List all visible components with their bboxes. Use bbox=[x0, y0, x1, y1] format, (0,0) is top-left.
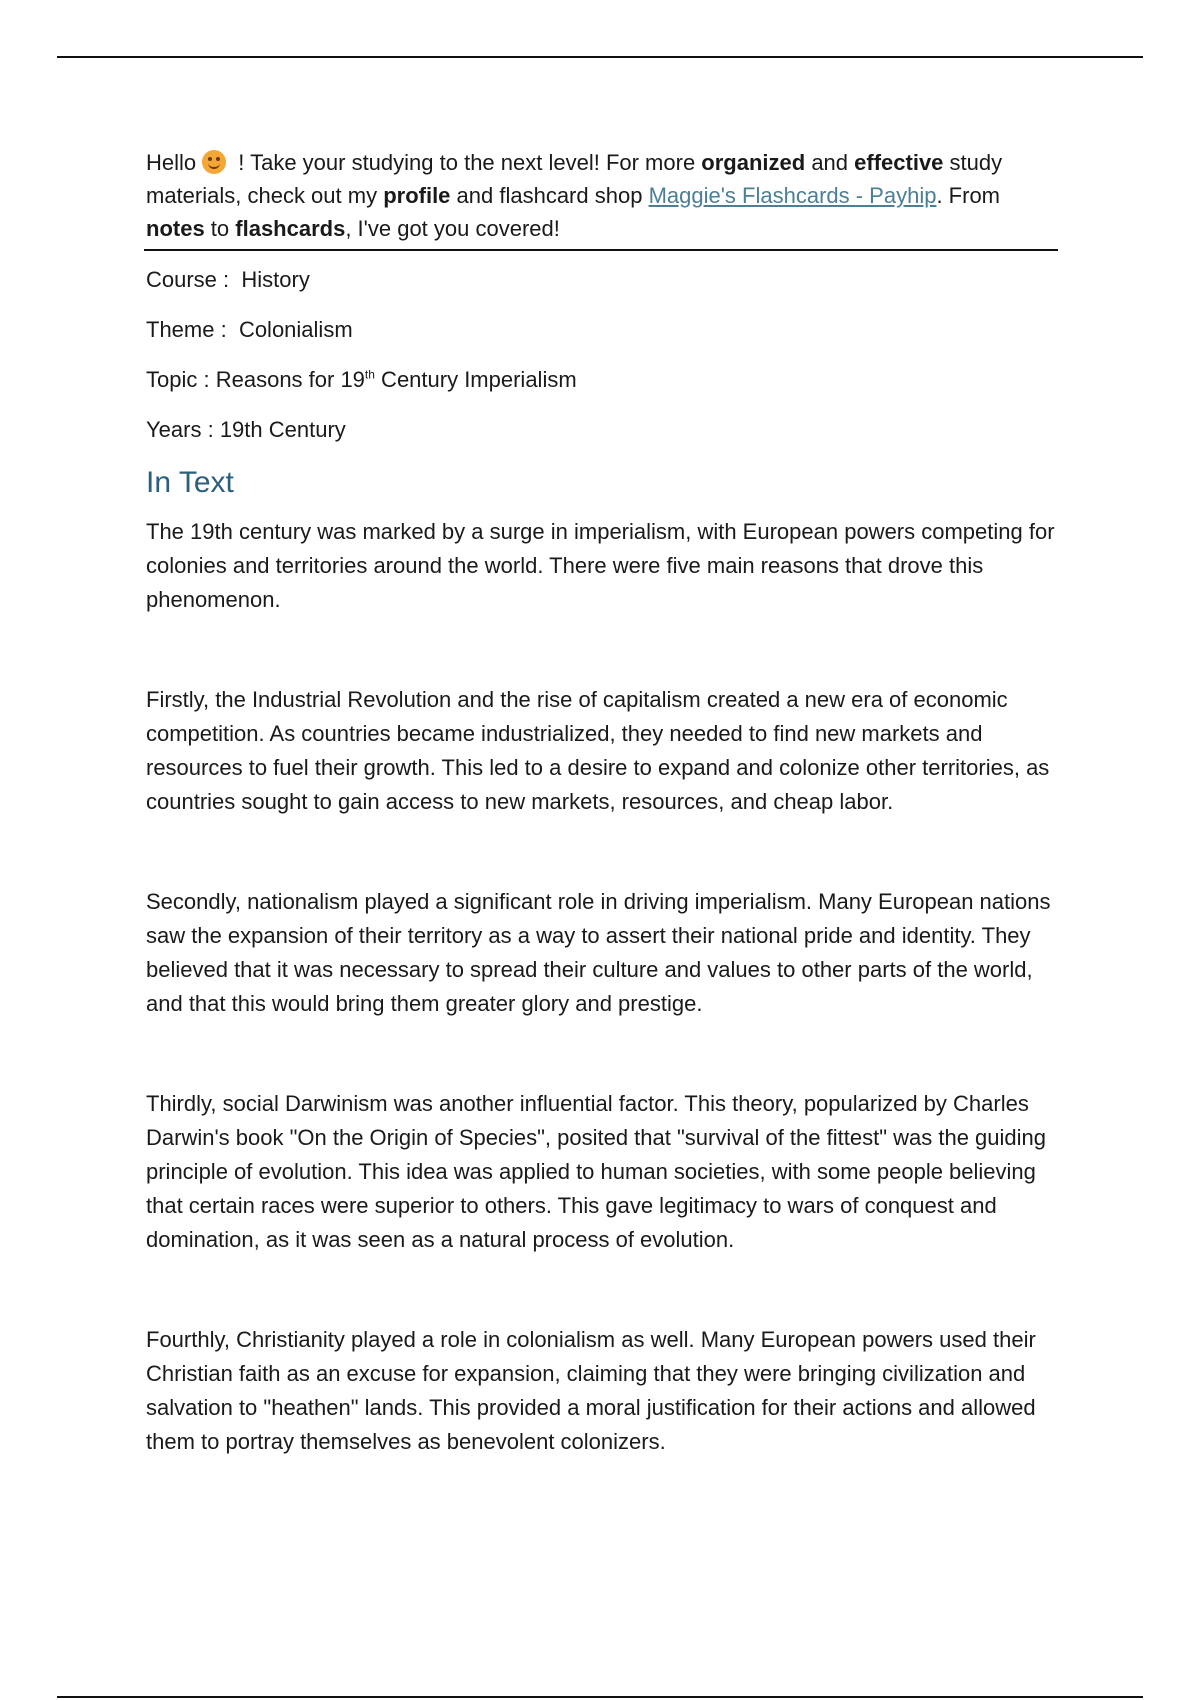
page-top-rule bbox=[57, 56, 1143, 58]
intro-bold-notes: notes bbox=[146, 216, 205, 241]
flashcard-shop-link[interactable]: Maggie's Flashcards - Payhip bbox=[648, 183, 937, 208]
intro-bold-effective: effective bbox=[854, 150, 944, 175]
years-line bbox=[146, 415, 1058, 445]
topic-line bbox=[146, 365, 1058, 395]
intro-text: . From bbox=[936, 183, 1001, 208]
section-heading: In Text bbox=[146, 466, 234, 499]
intro-text: , I've got you covered! bbox=[345, 216, 560, 241]
intro-bold-organized: organized bbox=[701, 150, 806, 175]
theme-label: Theme : bbox=[146, 317, 227, 342]
page-content bbox=[146, 146, 1058, 1525]
document-metadata bbox=[146, 265, 1058, 445]
topic-value-superscript: th bbox=[364, 367, 375, 382]
course-value: History bbox=[241, 267, 310, 292]
body-paragraph: Thirdly, social Darwinism was another influential factor. This theory, popularized by Charles Darwin's book "On the Origin of Species", posited that "survival of the fittest" was the guiding principle of evolution. This idea was applied to human societies, with some people believing that certain races were superior to others. This gave legitimacy to wars of conquest and domination, as it was seen as a natural process of evolution. bbox=[146, 1091, 1047, 1252]
intro-text: study materials, check out my bbox=[146, 150, 1003, 208]
body-paragraph: Secondly, nationalism played a significant role in driving imperialism. Many European nations saw the expansion of their territory as a way to assert their national pride and identity. They believed that it was necessary to spread their culture and values to other parts of the world, and that this would bring them greater glory and prestige. bbox=[146, 889, 1051, 1016]
topic-value-text: Century Imperialism bbox=[374, 367, 577, 392]
intro-text: ! Take your studying to the next level! For more bbox=[232, 150, 702, 175]
page-bottom-rule bbox=[57, 1696, 1143, 1698]
theme-value: Colonialism bbox=[238, 317, 353, 342]
topic-label: Topic : bbox=[146, 367, 210, 392]
years-value: 19th Century bbox=[219, 417, 346, 442]
intro-text: and flashcard shop bbox=[450, 183, 649, 208]
intro-text: to bbox=[204, 216, 236, 241]
theme-line bbox=[146, 315, 1058, 345]
intro-bold-flashcards: flashcards bbox=[235, 216, 346, 241]
course-label: Course : bbox=[146, 267, 230, 292]
years-label: Years : bbox=[146, 417, 214, 442]
course-line bbox=[146, 265, 1058, 295]
intro-paragraph bbox=[144, 146, 1058, 251]
intro-bold-profile: profile bbox=[383, 183, 451, 208]
body-paragraph: The 19th century was marked by a surge in imperialism, with European powers competing for colonies and territories around the world. There were five main reasons that drove this phenomenon. bbox=[146, 519, 1055, 612]
intro-hello: Hello bbox=[146, 150, 197, 175]
smiling-face-icon bbox=[202, 150, 226, 174]
topic-value-text: Reasons for 19 bbox=[215, 367, 365, 392]
body-paragraph: Fourthly, Christianity played a role in colonialism as well. Many European powers used their Christian faith as an excuse for expansion, claiming that they were bringing civilization and salvation to "heathen" lands. This provided a moral justification for their actions and allowed them to portray themselves as benevolent colonizers. bbox=[146, 1327, 1036, 1454]
body-paragraph: Firstly, the Industrial Revolution and the rise of capitalism created a new era of economic competition. As countries became industrialized, they needed to find new markets and resources to fuel their growth. This led to a desire to expand and colonize other territories, as countries sought to gain access to new markets, resources, and cheap labor. bbox=[146, 687, 1050, 814]
topic-value bbox=[216, 367, 577, 392]
intro-text: and bbox=[805, 150, 855, 175]
